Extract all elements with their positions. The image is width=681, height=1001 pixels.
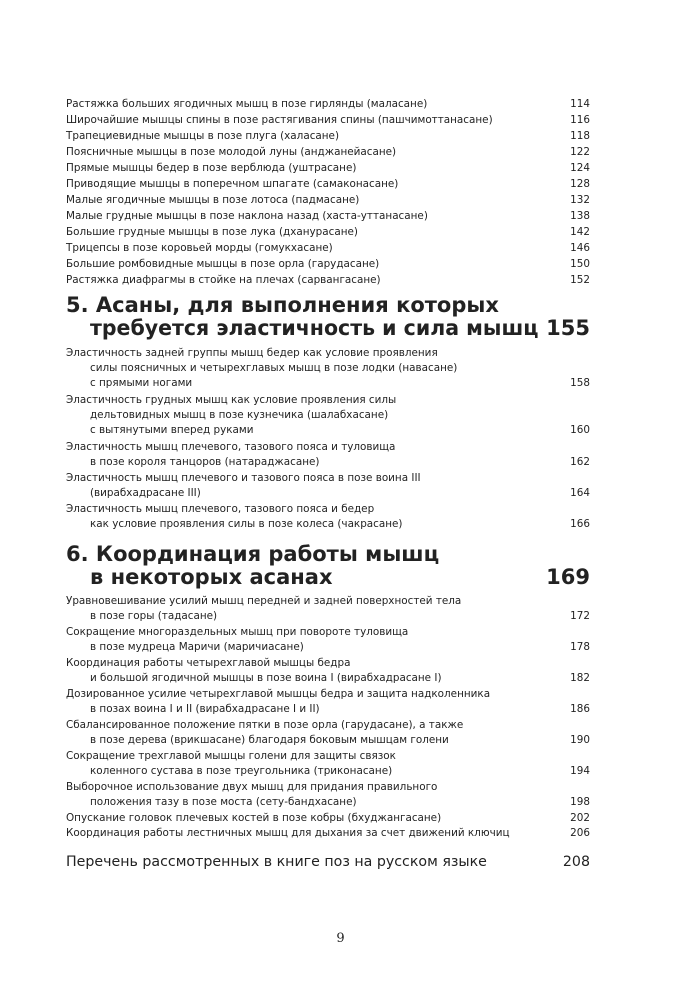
page-ref: 162 bbox=[570, 456, 590, 468]
chapter-page-ref: 155 bbox=[546, 316, 590, 340]
page-ref: 150 bbox=[570, 258, 590, 270]
page-ref: 158 bbox=[570, 377, 590, 389]
page-ref: 122 bbox=[570, 146, 590, 158]
page-ref: 160 bbox=[570, 424, 590, 436]
page-ref: 146 bbox=[570, 242, 590, 254]
page-ref: 186 bbox=[570, 703, 590, 715]
page-ref: 124 bbox=[570, 162, 590, 174]
page-ref: 202 bbox=[570, 812, 590, 824]
page-ref: 152 bbox=[570, 274, 590, 286]
page-ref: 198 bbox=[570, 796, 590, 808]
page-ref: 116 bbox=[570, 114, 590, 126]
page-ref: 114 bbox=[570, 98, 590, 110]
page-ref: 194 bbox=[570, 765, 590, 777]
chapter-page-ref: 169 bbox=[546, 565, 590, 589]
page-ref: 172 bbox=[570, 610, 590, 622]
page-ref: 190 bbox=[570, 734, 590, 746]
page-number: 9 bbox=[336, 931, 345, 946]
toc-page: Растяжка больших ягодичных мышц в позе гирлянды (маласане) 114 Широчайшие мышцы спины в позе растягивания спины (пашчимоттанасане) 116 Трапециевидные мышцы в позе плуга (халасане) 118 Поясничные мышцы в позе молодой луны (анджанейасане) 122 Прямые мышцы бедер в позе верблюда (уштрасане) 124 Приводящие мышцы в поперечном шпагате (самаконасане) 128 Малые ягодичные мышцы в позе лотоса (падмасане) 132 Малые грудные мышцы в позе наклона назад (хаста-уттанасане) 138 Большие грудные мышцы в позе лука (дханурасане) 142 Трицепсы в позе коровьей морды (гомукхасане) 146 Большие ромбовидные мышцы в позе орла (гарудасане) 150 Растяжка диафрагмы в стойке на плечах (сарвангасане) 152 5. Асаны, для выполнения которых требуется эластичность и сила мышц 155 Эластичность задней группы мышц бедер как условие проявления силы поясничных и четырехглавых мышц в позе лодки (навасане) с прямыми ногами 158 Эластичность грудных мышц как условие проявления силы дельтовидных мышц в позе кузнечика (шалабхасане) с вытянутыми вперед руками 160 Эластичность мышц плечевого, тазового пояса и туловища в позе короля танцоров (натараджасане) 162 Эластичность мышц плечевого и тазового пояса в позе воина III (вирабхадрасане III) 164 Эластичность мышц плечевого, тазового пояса и бедер как условие проявления силы в позе колеса (чакрасане) 166 6. Координация работы мышц в некоторых асанах 169 Уравновешивание усилий мышц передней и задней поверхностей тела в позе горы (тадасане) 172 Сокращение многораздельных мышц при повороте туловища в позе мудреца Маричи (маричиасане) 178 Координация работы четырехглавой мышцы бедра и большой ягодичной мышцы в позе воина I (вирабхадрасане I) 182 Дозированное усилие четырехглавой мышцы бедра и защита надколенника в позах воина I и II (вирабхадрасане I и II) 186 Сбалансированное положение пятки в позе орла (гарудасане), а также в позе дерева (врикшасане) благодаря боковым мышцам голени 190 Сокращение трехглавой мышцы голени для защиты связок коленного сустава в позе треугольника (триконасане) 194 Выборочное использование двух мышц для придания правильного положения тазу в позе моста (сету-бандхасане) 198 Опускание головок плечевых костей в позе кобры (бхуджангасане) 202 Координация работы лестничных мышц для дыхания за счет движений ключиц 206 Перечень рассмотренных в книге поз на русском языке 208 9 bbox=[0, 0, 681, 1001]
page-ref: 208 bbox=[562, 854, 590, 870]
page-ref: 132 bbox=[570, 194, 590, 206]
page-ref: 142 bbox=[570, 226, 590, 238]
page-ref: 206 bbox=[570, 827, 590, 839]
page-ref: 118 bbox=[570, 130, 590, 142]
page-ref: 178 bbox=[570, 641, 590, 653]
page-ref: 166 bbox=[570, 518, 590, 530]
page-ref: 182 bbox=[570, 672, 590, 684]
page-ref: 128 bbox=[570, 178, 590, 190]
page-ref: 138 bbox=[570, 210, 590, 222]
page-ref: 164 bbox=[570, 487, 590, 499]
